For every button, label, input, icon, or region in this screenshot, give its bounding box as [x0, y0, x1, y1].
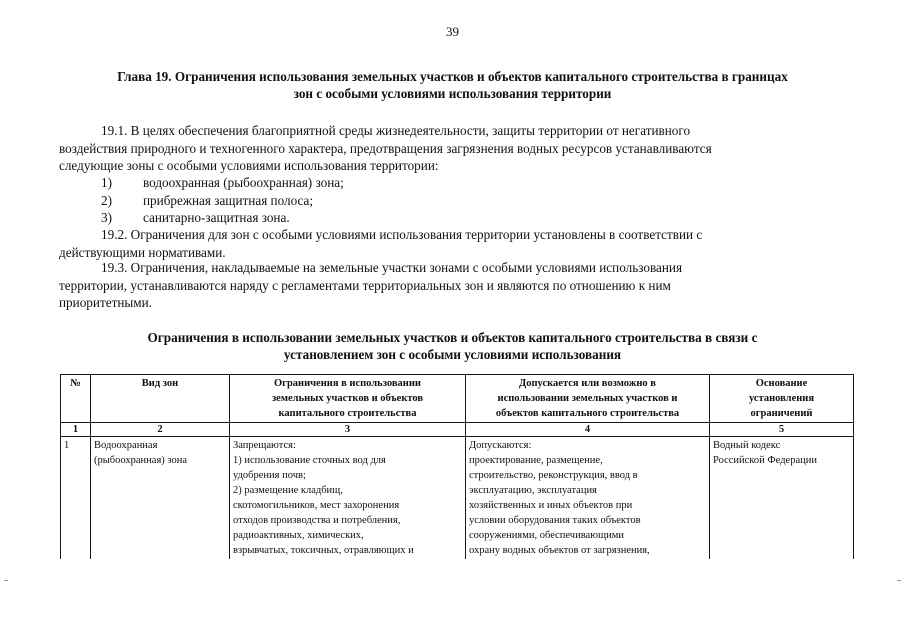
list-item: [101, 192, 801, 210]
header-cell-permitted: Допускается или возможно в использовании земельных участков и объектов капитального строительства: [466, 375, 710, 423]
basis-cell: Водный кодекс Российской Федерации: [710, 437, 854, 560]
list-item-text: санитарно-защитная зона.: [143, 210, 290, 225]
list-item-text: водоохранная (рыбоохранная) зона;: [143, 175, 344, 190]
chapter-title: [60, 68, 845, 102]
zones-list: [101, 174, 801, 227]
paragraph-19-1: 19.1. В целях обеспечения благоприятной среды жизнедеятельности, защиты территории от негативного воздействия природного и техногенного характера, предотвращения загрязнения водных ресурсов устанавливаются следующие зоны с особыми условиями использования территории:: [59, 123, 712, 173]
scan-edge-mark-left: [4, 580, 8, 581]
column-number-cell: 1: [61, 423, 91, 437]
list-item-number: 2): [101, 192, 112, 208]
restrictions-table: [60, 374, 854, 559]
page-number: 39: [446, 24, 459, 39]
chapter-title-text: Глава 19. Ограничения использования земельных участков и объектов капитального строительства в границах зон с особыми условиями использования территории: [117, 69, 788, 101]
table-header-row: [61, 375, 854, 423]
zone-type-cell: Водоохранная (рыбоохранная) зона: [91, 437, 230, 560]
paragraph-19-2: 19.2. Ограничения для зон с особыми условиями использования территории установлены в соответствии с действующими нормативами.: [59, 227, 703, 260]
column-number-cell: 3: [230, 423, 466, 437]
permitted-cell: Допускаются: проектирование, размещение, строительство, реконструкция, ввод в эксплуатацию, эксплуатация хозяйственных и иных объектов при условии оборудования таких объектов сооружениями, обеспечивающими охрану водных объектов от загрязнения,: [466, 437, 710, 560]
list-item: [101, 209, 801, 227]
column-number-row: [61, 423, 854, 437]
list-item-number: 1): [101, 175, 112, 190]
column-number-cell: 4: [466, 423, 710, 437]
table-title-text: Ограничения в использовании земельных участков и объектов капитального строительства в связи с установлением зон с особыми условиями использования: [147, 330, 758, 362]
table-title: [60, 329, 845, 363]
list-item: [101, 174, 801, 192]
header-cell-restrictions: Ограничения в использовании земельных участков и объектов капитального строительства: [230, 375, 466, 423]
scan-edge-mark-right: [897, 580, 901, 581]
paragraph-19-3: 19.3. Ограничения, накладываемые на земельные участки зонами с особыми условиями использования территории, устанавливаются наряду с регламентами территориальных зон и являются по отношению к ним приоритетными.: [59, 260, 683, 310]
table-row: [61, 437, 854, 560]
list-item-number: 3): [101, 210, 112, 225]
header-cell-zone-type: Вид зон: [91, 375, 230, 423]
header-cell-number: №: [61, 375, 91, 423]
column-number-cell: 5: [710, 423, 854, 437]
list-item-text: прибрежная защитная полоса;: [143, 192, 314, 208]
header-cell-basis: Основание установления ограничений: [710, 375, 854, 423]
row-number-cell: 1: [61, 437, 91, 560]
restrictions-cell: Запрещаются: 1) использование сточных вод для удобрения почв; 2) размещение кладбищ, скотомогильников, мест захоронения отходов производства и потребления, радиоактивных, химических, взрывчатых, токсичных, отравляющих и: [230, 437, 466, 560]
column-number-cell: 2: [91, 423, 230, 437]
